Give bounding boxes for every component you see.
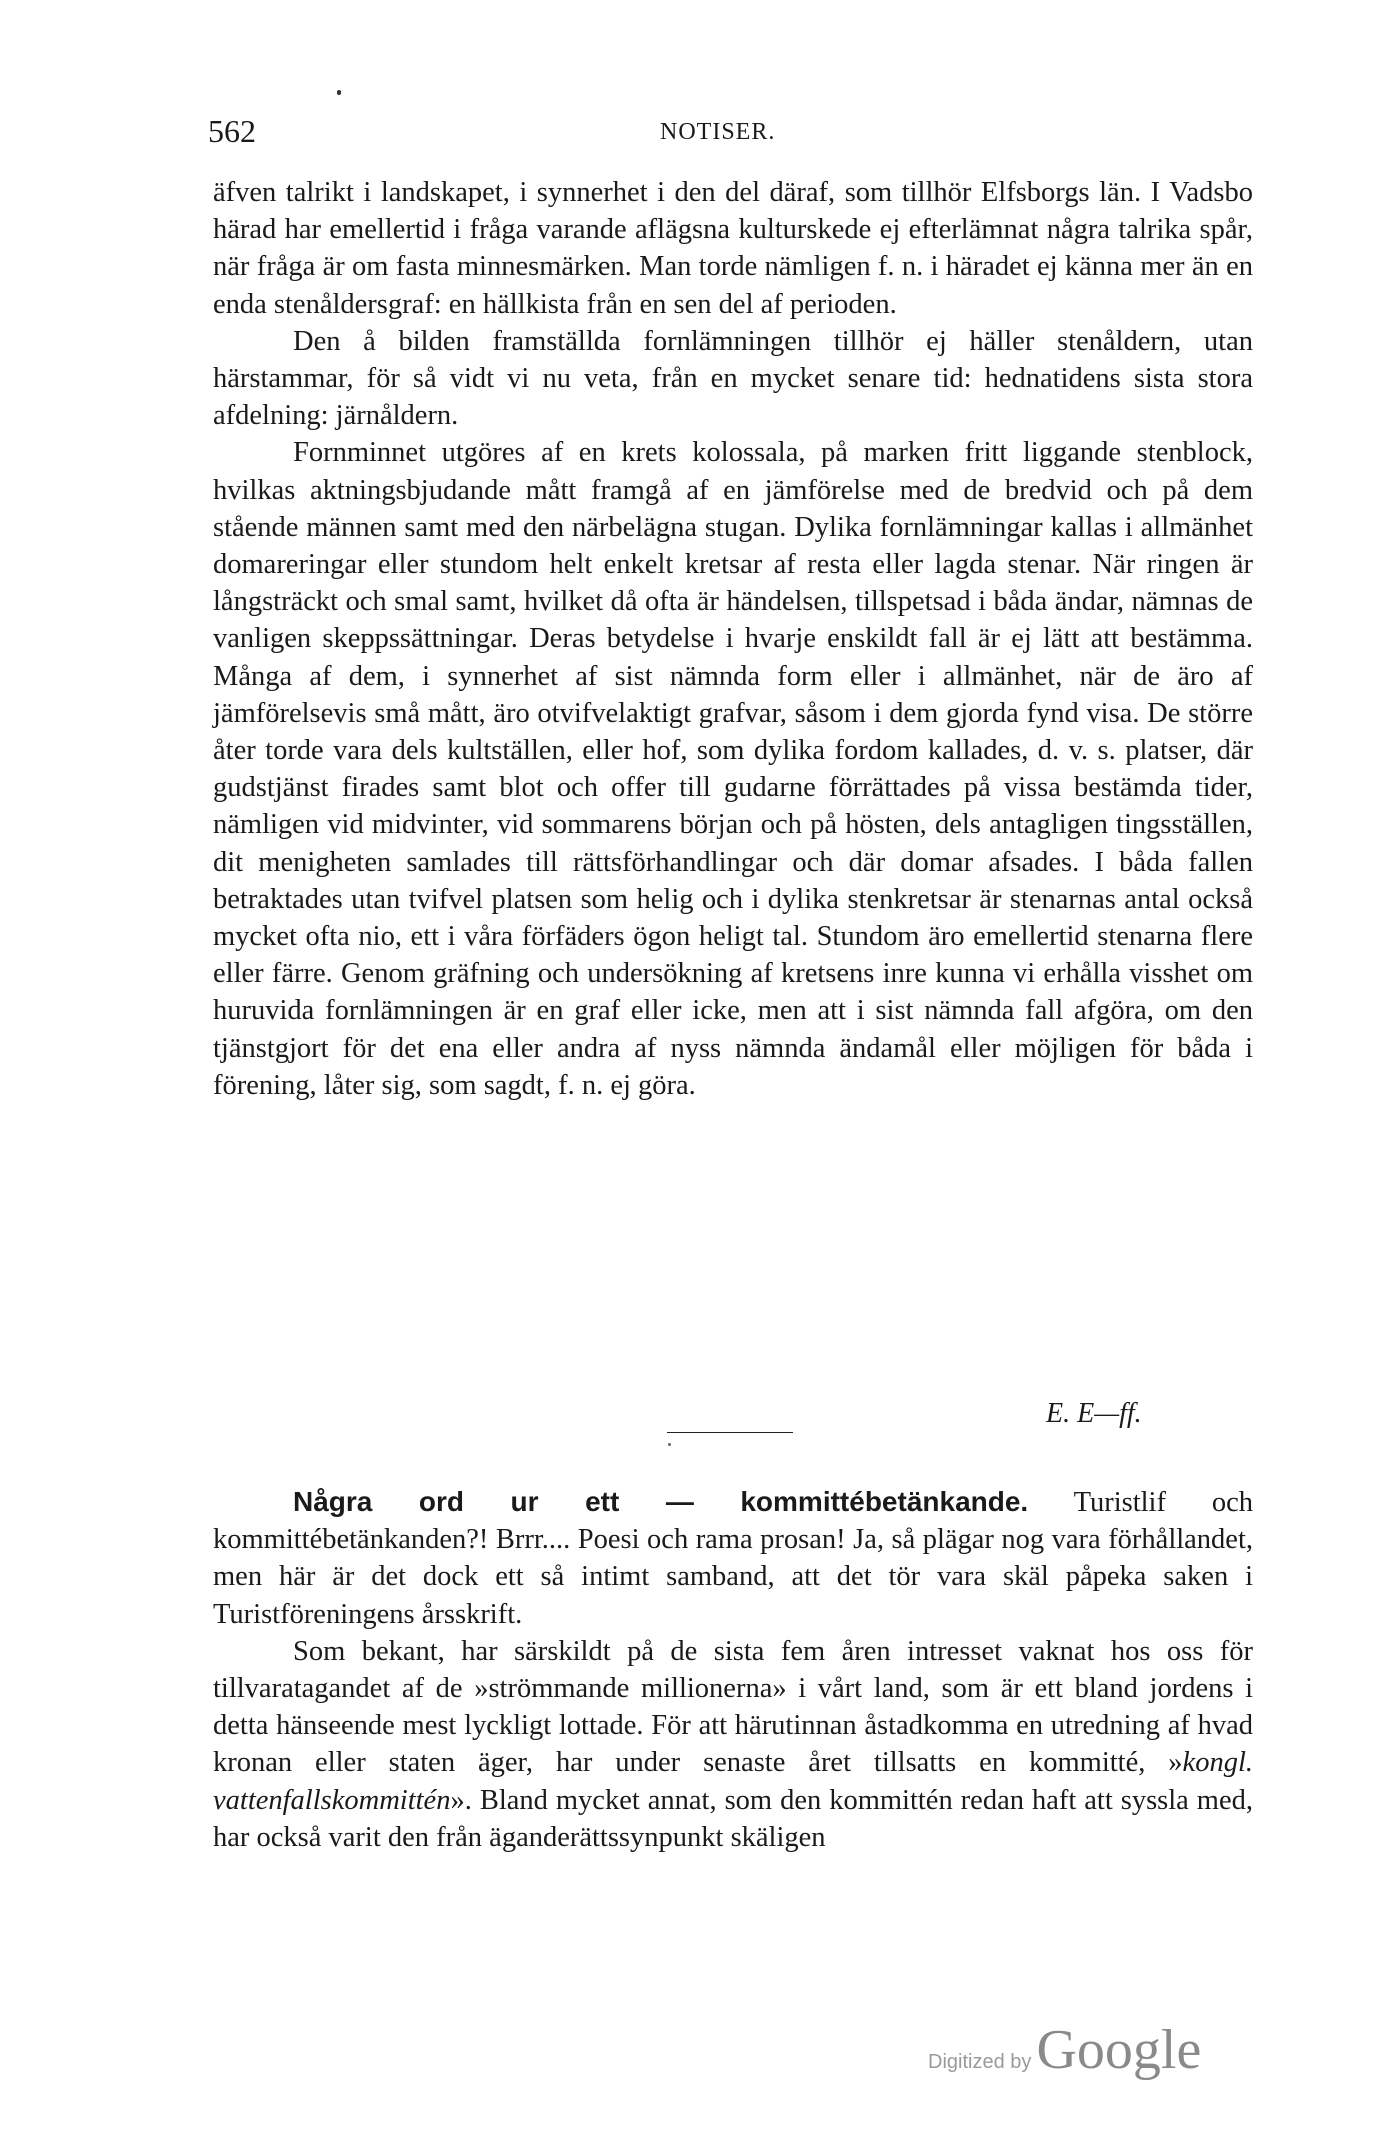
paragraph-text: ». Bland mycket annat, som den kommittén redan haft att syssla med, har också varit den från äganderättssynpunkt skäligen — [213, 1784, 1253, 1853]
paragraph-text: Som bekant, har särskildt på de sista fem åren intresset vaknat hos oss för tillvaratagandet af de »strömmande millionerna» i vårt land, som är ett bland jordens i detta hänseende mest lyckligt lottade. För att härutinnan åstadkomma en utredning af hvad kronan eller staten äger, har under senaste året tillsatts en kommitté, » — [213, 1635, 1253, 1779]
article-heading: Några ord ur ett — kommittébetänkande. — [293, 1486, 1029, 1517]
digitized-watermark — [928, 2018, 1202, 2081]
print-speck — [668, 1443, 671, 1446]
page-header — [208, 113, 1268, 153]
paragraph — [213, 1483, 1253, 1633]
paragraph: Den å bilden framställda fornlämningen tillhör ej häller stenåldern, utan härstammar, för så vidt vi nu veta, från en mycket senare tid: hednatidens sista stora afdelning: järnåldern. — [213, 325, 1253, 432]
google-logo: Google — [1036, 2019, 1202, 2081]
paragraph: Fornminnet utgöres af en krets kolossala, på marken fritt liggande stenblock, hvilkas aktningsbjudande mått framgå af en jämförelse med de bredvid och på dem stående männen samt med den närbelägna stugan. Dylika fornlämningar kallas i allmänhet domareringar eller stundom helt enkelt kretsar af resta eller lagda stenar. När ringen är långsträckt och smal samt, hvilket då ofta är händelsen, tillspetsad i båda ändar, nämnas de vanligen skeppssättningar. Deras betydelse i hvarje enskildt fall är ej lätt att bestämma. Många af dem, i synnerhet af sist nämnda form eller i allmänhet, när de äro af jämförelsevis små mått, äro otvifvelaktigt grafvar, såsom i dem gjorda fynd visa. De större åter torde vara dels kultställen, eller hof, som dylika fordom kallades, d. v. s. platser, där gudstjänst firades samt blot och offer till gudarne förrättades på vissa bestämda tider, nämligen vid midvinter, vid sommarens början och på hösten, dels antagligen tingsställen, dit menigheten samlades till rättsförhandlingar och där domar afsades. I båda fallen betraktades utan tvifvel platsen som helig och i dylika stenkretsar är stenarnas antal också mycket ofta nio, ett i våra förfäders ögon heligt tal. Stundom äro emellertid stenarna flere eller färre. Genom gräfning och undersökning af kretsens inre kunna vi erhålla visshet om huruvida fornlämningen är en graf eller icke, men att i sist nämnda fall afgöra, om den tjänstgjort för det ena eller andra af nyss nämnda ändamål eller möjligen för båda i förening, låter sig, som sagdt, f. n. ej göra. — [213, 437, 1253, 1101]
italic-term: kongl. vattenfallskommittén — [213, 1747, 1253, 1816]
watermark-label: Digitized by — [928, 2051, 1032, 2073]
paragraph: äfven talrikt i landskapet, i synnerhet i den del däraf, som tillhör Elfsborgs län. I Vadsbo härad har emellertid i fråga varande aflägsna kulturskede ej efterlämnat några talrika spår, när fråga är om fasta minnesmärken. Man torde nämligen f. n. i häradet ej känna mer än en enda stenåldersgraf: en hällkista från en sen del af perioden. — [213, 177, 1253, 320]
running-head: NOTISER. — [660, 119, 776, 145]
article-fornminnen — [213, 174, 1253, 1104]
page-number: 562 — [208, 113, 256, 149]
author-signature: E. E—ff. — [1046, 1398, 1142, 1429]
section-separator — [667, 1432, 793, 1433]
article-kommittebetankande — [213, 1483, 1253, 1856]
print-speck — [337, 90, 341, 95]
paragraph-text: Turistlif och kommittébetänkanden?! Brrr.... Poesi och rama prosan! Ja, så plägar nog vara förhållandet, men här är det dock ett så intimt samband, att det tör vara skäl påpeka saken i Turistföreningens årsskrift. — [213, 1487, 1253, 1630]
paragraph — [213, 1633, 1253, 1856]
